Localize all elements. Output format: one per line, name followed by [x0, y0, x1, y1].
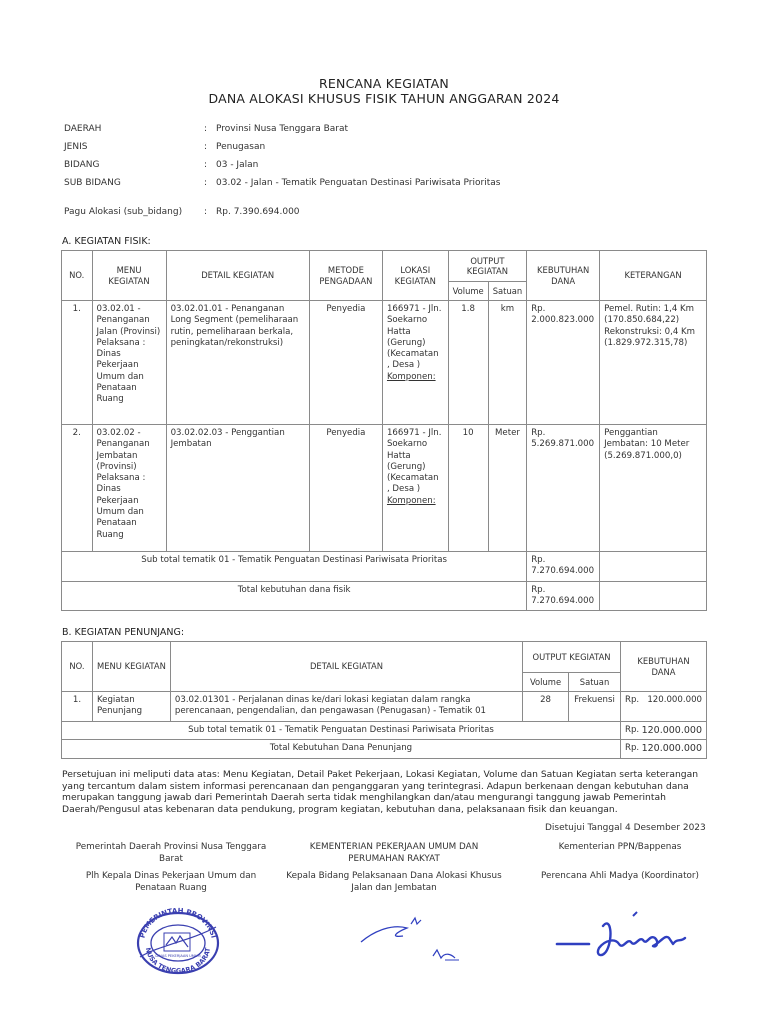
- header-no: NO.: [62, 642, 93, 692]
- total-value: 120.000.000: [641, 743, 702, 755]
- svg-text:PEMERINTAH PROVINSI: PEMERINTAH PROVINSI: [138, 906, 218, 940]
- row-kebutuhan: Rp. 5.269.871.000: [527, 425, 600, 552]
- info-colon: :: [204, 160, 208, 170]
- signature-kementerian-pupr-icon: [355, 912, 475, 977]
- header-satuan: Satuan: [569, 673, 621, 692]
- signatory-title-3: Perencana Ahli Madya (Koordinator): [541, 871, 699, 881]
- header-kebutuhan: KEBUTUHAN DANA: [621, 642, 707, 692]
- info-value: 03 - Jalan: [216, 160, 259, 170]
- rp-prefix: Rp.: [625, 725, 640, 735]
- title-line-1: RENCANA KEGIATAN: [319, 76, 449, 91]
- table-row: [62, 425, 707, 552]
- signature-bappenas-icon: [553, 908, 693, 968]
- header-detail: DETAIL KEGIATAN: [170, 642, 522, 692]
- row-volume: 28: [523, 692, 569, 722]
- header-lokasi: LOKASI KEGIATAN: [382, 251, 448, 301]
- header-no: NO.: [62, 251, 93, 301]
- pagu-label: Pagu Alokasi (sub_bidang): [64, 207, 183, 217]
- table-kegiatan-penunjang: [61, 641, 707, 759]
- total-row: [62, 581, 707, 611]
- header-menu: MENU KEGIATAN: [92, 642, 170, 692]
- official-stamp-icon: [130, 905, 226, 975]
- approval-statement: Persetujuan ini meliputi data atas: Menu Kegiatan, Detail Paket Pekerjaan, Lokasi Kegiatan, Volume dan Satuan Kegiatan serta keterangan yang tercantum dalam sistem informasi perencanaan dan penganggaran yang terintegrasi. Adapun berkenaan dengan kebutuhan dana merupakan tanggung jawab dari Pemerintah Daerah serta tidak menghilangkan dan/atau mengurangi tanggung jawab Pemerintah Daerah/Pengusul atas kebenaran data pendukung, program kegiatan, kebutuhan dana, pelaksanaan fisik dan keuangan.: [62, 769, 699, 815]
- header-detail: DETAIL KEGIATAN: [166, 251, 309, 301]
- rp-prefix: Rp.: [625, 743, 640, 754]
- info-colon: :: [204, 178, 208, 188]
- row-satuan: Frekuensi: [569, 692, 621, 722]
- total-row: [62, 740, 707, 758]
- row-keterangan: Pemel. Rutin: 1,4 Km (170.850.684,22) Rekonstruksi: 0,4 Km (1.829.972.315,78): [600, 301, 707, 425]
- komponen-link[interactable]: Komponen:: [386, 371, 436, 382]
- title-line-2: DANA ALOKASI KHUSUS FISIK TAHUN ANGGARAN 2024: [208, 91, 560, 106]
- kebutuhan-value: 120.000.000: [647, 695, 702, 705]
- table-row: [62, 692, 707, 722]
- info-colon: :: [204, 142, 208, 152]
- info-label: DAERAH: [64, 124, 102, 134]
- pagu-value: Rp. 7.390.694.000: [216, 207, 300, 217]
- subtotal-label: Sub total tematik 01 - Tematik Penguatan Destinasi Pariwisata Prioritas: [62, 552, 527, 582]
- row-no: 1.: [62, 301, 93, 425]
- header-keterangan: KETERANGAN: [600, 251, 707, 301]
- signatory-org-2: KEMENTERIAN PEKERJAAN UMUM DAN PERUMAHAN RAKYAT: [309, 842, 479, 864]
- row-kebutuhan: [621, 692, 707, 722]
- document-title: [0, 76, 768, 106]
- section-a-title: A. KEGIATAN FISIK:: [62, 236, 151, 247]
- row-menu: 03.02.01 - Penanganan Jalan (Provinsi) Pelaksana : Dinas Pekerjaan Umum dan Penataan Ruang: [92, 301, 166, 425]
- section-b-title: B. KEGIATAN PENUNJANG:: [62, 627, 185, 638]
- row-detail: 03.02.02.03 - Penggantian Jembatan: [166, 425, 309, 552]
- info-value: Penugasan: [216, 142, 266, 152]
- row-menu: 03.02.02 - Penanganan Jembatan (Provinsi) Pelaksana : Dinas Pekerjaan Umum dan Penataan Ruang: [92, 425, 166, 552]
- lokasi-text: 166971 - Jln. Soekarno Hatta (Gerung) (Kecamatan , Desa ): [386, 304, 442, 371]
- signatory-title-1: Plh Kepala Dinas Pekerjaan Umum dan Penataan Ruang: [85, 871, 257, 893]
- info-value: 03.02 - Jalan - Tematik Penguatan Destinasi Pariwisata Prioritas: [216, 178, 501, 188]
- row-menu: Kegiatan Penunjang: [92, 692, 170, 722]
- subtotal-row: [62, 722, 707, 740]
- row-volume: 1.8: [448, 301, 488, 425]
- row-no: 2.: [62, 425, 93, 552]
- header-volume: Volume: [448, 282, 488, 301]
- info-colon: :: [204, 207, 208, 217]
- total-label: Total kebutuhan dana fisik: [62, 581, 527, 611]
- header-satuan: Satuan: [488, 282, 526, 301]
- row-keterangan: Penggantian Jembatan: 10 Meter (5.269.871.000,0): [600, 425, 707, 552]
- svg-text:DINAS PEKERJAAN UMUM: DINAS PEKERJAAN UMUM: [155, 954, 201, 958]
- row-detail: 03.02.01.01 - Penanganan Long Segment (pemeliharaan rutin, pemeliharaan berkala, peningkatan/rekonstruksi): [166, 301, 309, 425]
- row-lokasi: [382, 301, 448, 425]
- header-volume: Volume: [523, 673, 569, 692]
- komponen-link[interactable]: Komponen:: [386, 495, 436, 506]
- svg-text:NUSA TENGGARA BARAT: NUSA TENGGARA BARAT: [143, 946, 213, 975]
- subtotal-empty: [600, 552, 707, 582]
- signatory-title-2: Kepala Bidang Pelaksanaan Dana Alokasi Khusus Jalan dan Jembatan: [286, 871, 502, 893]
- row-metode: Penyedia: [309, 301, 382, 425]
- row-volume: 10: [448, 425, 488, 552]
- info-label: SUB BIDANG: [64, 178, 121, 188]
- header-output: OUTPUT KEGIATAN: [523, 642, 621, 673]
- header-metode: METODE PENGADAAN: [309, 251, 382, 301]
- total-empty: [600, 581, 707, 611]
- info-value: Provinsi Nusa Tenggara Barat: [216, 124, 349, 134]
- row-satuan: Meter: [488, 425, 526, 552]
- header-menu: MENU KEGIATAN: [92, 251, 166, 301]
- signatory-org-1: Pemerintah Daerah Provinsi Nusa Tenggara Barat: [75, 842, 267, 864]
- row-metode: Penyedia: [309, 425, 382, 552]
- row-kebutuhan: Rp. 2.000.823.000: [527, 301, 600, 425]
- subtotal-cell: [621, 722, 707, 740]
- info-colon: :: [204, 124, 208, 134]
- subtotal-value: 120.000.000: [641, 725, 702, 736]
- info-label: BIDANG: [64, 160, 100, 170]
- header-kebutuhan: KEBUTUHAN DANA: [527, 251, 600, 301]
- info-label: JENIS: [64, 142, 88, 152]
- total-cell: [621, 740, 707, 758]
- row-lokasi: [382, 425, 448, 552]
- approval-date: Disetujui Tanggal 4 Desember 2023: [545, 823, 706, 833]
- subtotal-value: Rp. 7.270.694.000: [527, 552, 600, 582]
- subtotal-label: Sub total tematik 01 - Tematik Penguatan Destinasi Pariwisata Prioritas: [62, 722, 621, 740]
- header-output: OUTPUT KEGIATAN: [448, 251, 527, 282]
- rp-prefix: Rp.: [625, 695, 640, 705]
- row-satuan: km: [488, 301, 526, 425]
- row-detail: 03.02.01301 - Perjalanan dinas ke/dari lokasi kegiatan dalam rangka perencanaan, pengendalian, dan pengawasan (Penugasan) - Tematik 01: [170, 692, 522, 722]
- total-label: Total Kebutuhan Dana Penunjang: [62, 740, 621, 758]
- table-row: [62, 301, 707, 425]
- lokasi-text: 166971 - Jln. Soekarno Hatta (Gerung) (Kecamatan , Desa ): [386, 428, 442, 495]
- total-value: Rp. 7.270.694.000: [527, 581, 600, 611]
- signatory-org-3: Kementerian PPN/Bappenas: [558, 842, 682, 852]
- row-no: 1.: [62, 692, 93, 722]
- table-kegiatan-fisik: [61, 250, 707, 611]
- subtotal-row: [62, 552, 707, 582]
